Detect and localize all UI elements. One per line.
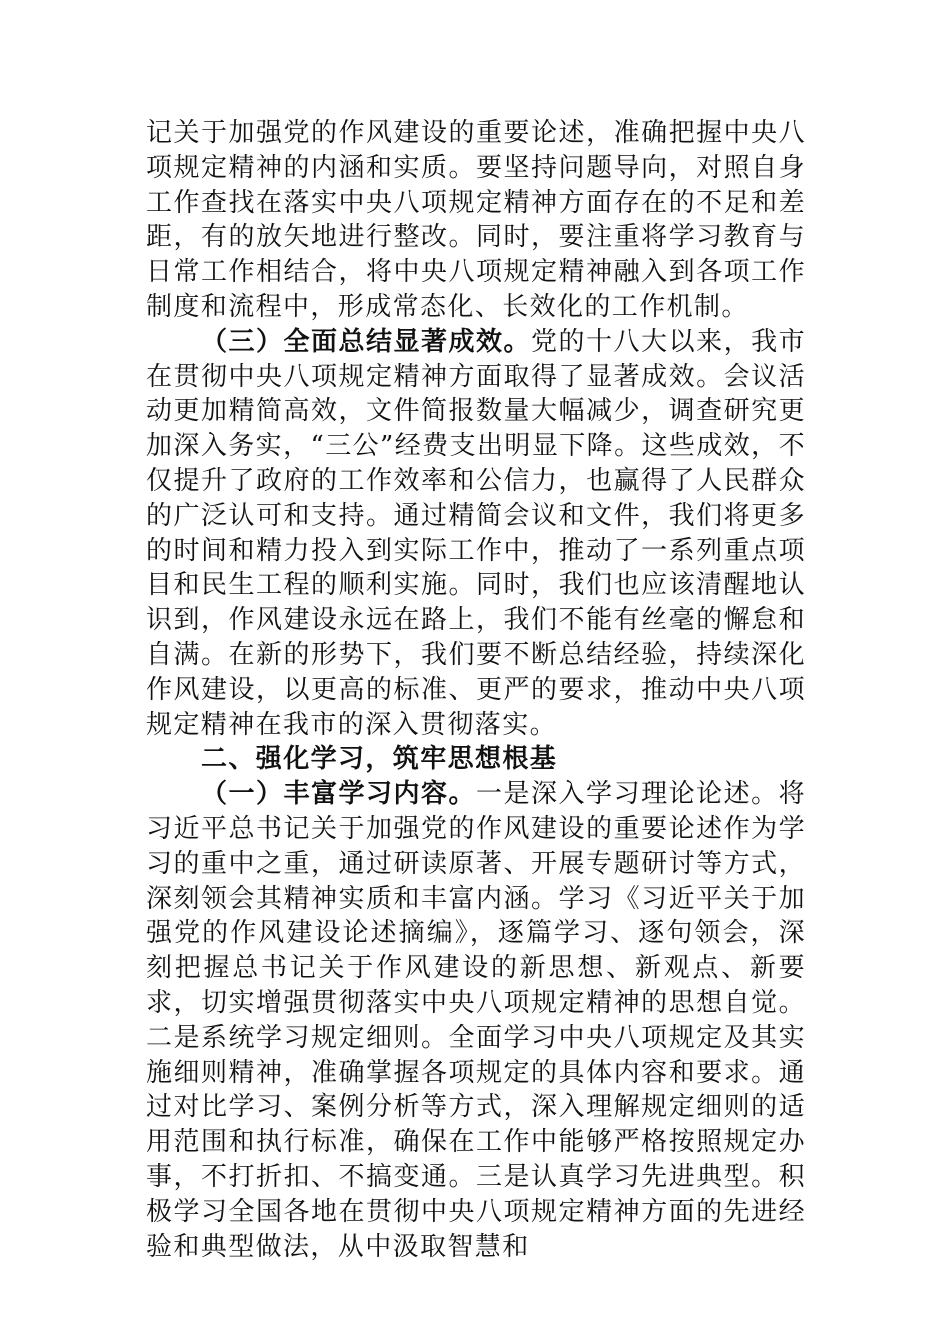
paragraph-text: 记关于加强党的作风建设的重要论述，准确把握中央八项规定精神的内涵和实质。要坚持问题导向，对照自身工作查找在落实中央八项规定精神方面存在的不足和差距，有的放矢地进行整改。同时，要注重将学习教育与日常工作相结合，将中央八项规定精神融入到各项工作制度和流程中，形成常态化、长效化的工作机制。 (146, 118, 806, 322)
paragraph-text: 一是深入学习理论论述。将习近平总书记关于加强党的作风建设的重要论述作为学习的重中之重，通过研读原著、开展专题研讨等方式，深刻领会其精神实质和丰富内涵。学习《习近平关于加强党的作风建设论述摘编》，逐篇学习、逐句领会，深刻把握总书记关于作风建设的新思想、新观点、新要求，切实增强贯彻落实中央八项规定精神的思想自觉。二是系统学习规定细则。全面学习中央八项规定及其实施细则精神，准确掌握各项规定的具体内容和要求。通过对比学习、案例分析等方式，深入理解规定细则的适用范围和执行标准，确保在工作中能够严格按照规定办事，不打折扣、不搞变通。三是认真学习先进典型。积极学习全国各地在贯彻中央八项规定精神方面的先进经验和典型做法，从中汲取智慧和 (146, 779, 806, 1262)
section-heading: 二、强化学习，筑牢思想根基 (201, 744, 558, 775)
paragraph-text: 党的十八大以来，我市在贯彻中央八项规定精神方面取得了显著成效。会议活动更加精简高效，文件简报数量大幅减少，调查研究更加深入务实，“三公”经费支出明显下降。这些成效，不仅提升了政府的工作效率和公信力，也赢得了人民群众的广泛认可和支持。通过精简会议和文件，我们将更多的时间和精力投入到实际工作中，推动了一系列重点项目和民生工程的顺利实施。同时，我们也应该清醒地认识到，作风建设永远在路上，我们不能有丝毫的懈怠和自满。在新的形势下，我们要不断总结经验，持续深化作风建设，以更高的标准、更严的要求，推动中央八项规定精神在我市的深入贯彻落实。 (146, 326, 806, 740)
paragraph-continuation (146, 116, 806, 325)
document-body (146, 116, 806, 1264)
paragraph-lead: （一）丰富学习内容。 (201, 779, 477, 810)
paragraph-lead: （三）全面总结显著成效。 (201, 326, 532, 357)
paragraph-achievements (146, 325, 806, 743)
paragraph-study-content (146, 777, 806, 1264)
